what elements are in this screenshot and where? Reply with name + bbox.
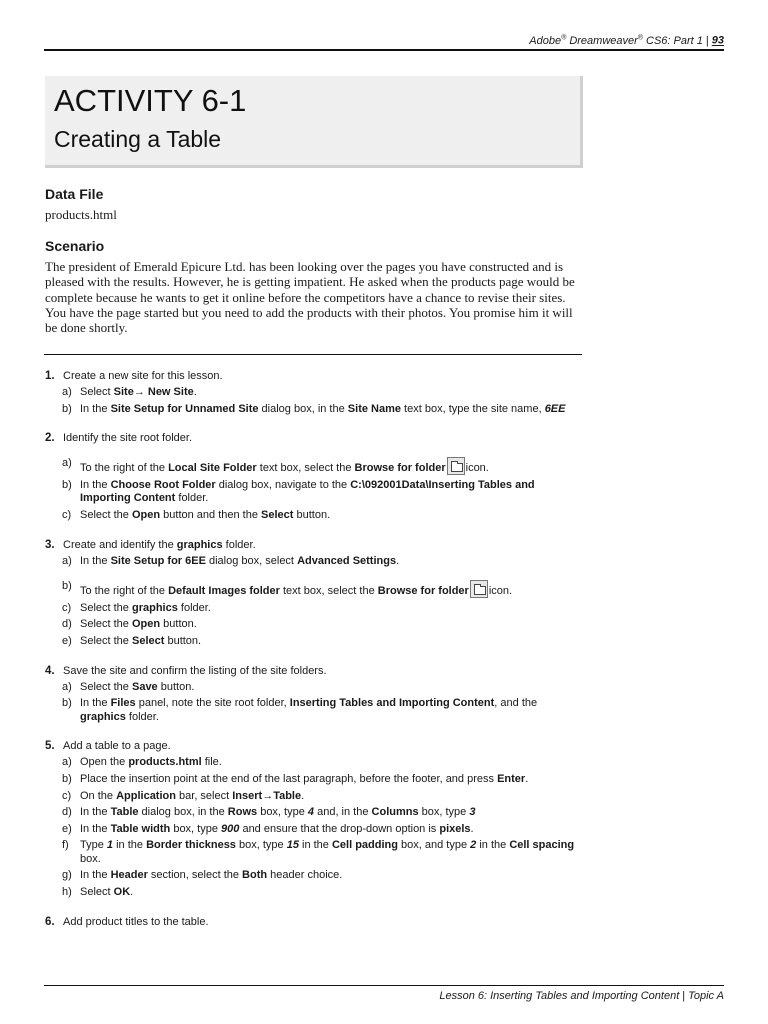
header-rule [44,49,724,51]
sub-step-label: b) [62,697,72,710]
ui-term: graphics [131,601,178,614]
ui-term: Site Setup for 6EE [110,554,206,567]
running-footer [44,990,724,1002]
step-instruction [45,431,585,445]
sub-step-text: . [396,554,400,567]
typed-value: 900 [221,822,240,835]
sub-step-text: . [301,789,305,802]
activity-subtitle: Creating a Table [54,126,222,152]
step-text: Save the site and confirm the listing of the site folders. [63,664,327,677]
sub-step-label: f) [62,839,69,852]
step [45,739,585,899]
sub-step [45,509,585,523]
sub-step-text: Select [80,886,114,899]
ui-term: C:\092001Data\Inserting Tables and Importing Content [80,478,535,505]
step [45,915,585,929]
footer-separator: | [682,990,686,1002]
step-text: Identify the site root folder. [63,432,193,445]
sub-step-label: b) [62,478,72,491]
sub-step-text: Select [80,386,114,398]
ui-term: Open [131,508,161,521]
step-number: 3. [45,538,55,551]
folder-icon [447,457,465,475]
sub-step-text: folder. [177,601,211,614]
sub-step-text: To the right of the [80,462,169,475]
ui-term: Local Site Folder [168,462,257,475]
sub-step-text: button. [164,634,202,647]
sub-step-text: In the [80,478,111,491]
sub-step [45,635,585,649]
sub-step-text: in the [476,839,510,852]
step-number: 6. [45,915,55,928]
sub-step [45,479,585,506]
ui-term: Site Name [347,402,401,415]
ui-term: graphics [80,710,126,723]
sub-step-label: c) [62,508,72,521]
sub-step [45,823,585,837]
sub-step [45,580,585,599]
sub-step-label: a) [62,756,72,769]
step-text: Add a table to a page. [63,740,171,753]
sub-step-label: g) [62,869,72,882]
sub-step [45,386,585,400]
ui-term: Site→ New Site [113,386,194,398]
running-header [44,34,724,47]
sub-step-label: c) [62,789,72,802]
sub-step-text: Type [80,839,107,852]
step-text: Create a new site for this lesson. [63,370,223,382]
sub-step-text: In the [80,869,111,882]
sub-step-text: Select the [80,634,132,647]
sub-step [45,602,585,616]
ui-term: Default Images folder [168,585,280,598]
sub-step-text: On the [80,789,117,802]
sub-step-text: . [525,772,529,785]
step-number: 4. [45,664,55,677]
sub-step-text: Select the [80,601,132,614]
sub-step-text: and, in the [314,806,372,819]
ui-term: Inserting Tables and Importing Content [289,697,495,710]
sub-step-text: in the [298,839,332,852]
sub-step-label: d) [62,806,72,819]
ui-term: Files [110,697,136,710]
data-file-name: products.html [45,207,117,222]
step-instruction [45,369,585,383]
header-product: Adobe® Dreamweaver® CS6: Part 1 [529,34,703,47]
sub-step-text: bar, select [175,789,233,802]
sub-step [45,457,585,476]
sub-step-text: dialog box, select [205,554,298,567]
ui-term: Insert→Table [232,789,302,802]
footer-topic: Topic A [688,990,724,1002]
sub-step-text: icon. [465,462,489,475]
ui-term: Enter [497,772,526,785]
activity-banner [45,76,583,168]
step-instruction [45,538,585,552]
step-instruction [45,915,585,929]
step-number: 5. [45,740,55,753]
step-text: Add product titles to the table. [63,915,209,928]
step-number: 2. [45,432,55,445]
step-instruction [45,664,585,678]
data-file-heading: Data File [45,186,104,202]
header-separator: | [705,34,709,47]
sub-step-text: icon. [488,585,513,598]
ui-term: OK [113,886,131,899]
step-text: folder. [222,538,256,551]
sub-step-text: folder. [125,710,159,723]
typed-value: 2 [470,839,477,852]
sub-step-text: box, type [257,806,308,819]
sub-step-label: h) [62,886,72,899]
footer-lesson: Lesson 6: Inserting Tables and Importing Content [439,990,680,1002]
sub-step-text: box, type [235,839,287,852]
sub-step-label: d) [62,618,72,631]
sub-step-text: panel, note the site root folder, [135,697,290,710]
ui-term: Table [110,806,139,819]
sub-step-text: button. [160,618,197,631]
sub-step-text: file. [201,756,222,769]
sub-step [45,839,585,866]
sub-step-text: dialog box, in the [138,806,228,819]
sub-step [45,681,585,695]
sub-step-text: box, type [170,822,222,835]
ui-term: Choose Root Folder [110,478,216,491]
ui-term: Application [116,789,176,802]
sub-step-label: a) [62,386,72,398]
sub-step-text: box. [80,852,101,865]
ui-term: Cell spacing [509,839,575,852]
ui-term: Cell padding [331,839,398,852]
ui-term: Select [261,508,294,521]
ui-term: Border thickness [146,839,236,852]
sub-step-text: dialog box, navigate to the [215,478,351,491]
sub-step-text: To the right of the [80,585,169,598]
ui-term: Browse for folder [377,585,469,598]
sub-step-text: in the [113,839,147,852]
step [45,664,585,725]
footer-rule [44,985,724,986]
sub-step-label: a) [62,457,72,470]
ui-term: Browse for folder [354,462,446,475]
sub-step [45,790,585,804]
sub-step-text: section, select the [147,869,243,882]
sub-step-label: c) [62,601,72,614]
ui-term: products.html [128,756,202,769]
sub-step-text: text box, type the site name, [401,402,545,415]
sub-step-text: Select the [80,680,132,693]
typed-value: 4 [307,806,315,819]
ui-term: Site Setup for Unnamed Site [110,402,259,415]
typed-value: 3 [469,806,476,819]
sub-step [45,773,585,787]
sub-step-text: folder. [175,492,209,505]
sub-step-label: a) [62,554,72,567]
step [45,538,585,649]
sub-step-label: b) [62,402,72,415]
step [45,369,585,416]
sub-step [45,555,585,569]
section-rule [44,354,582,355]
sub-step [45,869,585,883]
ui-term: Rows [227,806,258,819]
sub-step-text: In the [80,697,111,710]
steps-list [45,369,585,929]
sub-step [45,806,585,820]
sub-step-text: , and the [494,697,538,710]
sub-step-text: Place the insertion point at the end of the last paragraph, before the footer, and press [80,772,498,785]
ui-term: Save [131,680,158,693]
scenario-heading: Scenario [45,238,105,254]
sub-step-text: and ensure that the drop-down option is [239,822,440,835]
ui-term: Select [131,634,165,647]
sub-step-text: . [130,886,134,899]
step-number: 1. [45,370,55,382]
ui-term: Open [131,618,161,631]
sub-step [45,886,585,900]
sub-step-text: dialog box, in the [258,402,348,415]
sub-step [45,697,585,724]
step-text-bold: graphics [176,538,223,551]
sub-step-text: button. [157,680,195,693]
step-text: Create and identify the [63,538,177,551]
sub-step-label: e) [62,634,72,647]
page-number: 93 [711,34,724,47]
sub-step-text: Select the [80,618,132,631]
scenario-text: The president of Emerald Epicure Ltd. has been looking over the pages you have constructed and is pleased with the results. However, he is getting impatient. He asked when the products page would be complete because he wants to get it online before the competitors have a chance to revise their sites. You have the page started but you need to add the products with their photos. You promise him it will be done shortly. [45,259,575,336]
sub-step [45,403,585,417]
sub-step-text: button. [293,508,331,521]
sub-step-text: box, and type [397,839,471,852]
sub-step-text: . [470,822,474,835]
sub-step-text: . [193,386,197,398]
sub-step-text: text box, select the [279,585,378,598]
sub-step-label: b) [62,580,72,593]
ui-term: Advanced Settings [297,554,397,567]
typed-value: 15 [286,839,299,852]
sub-step-label: b) [62,772,72,785]
ui-term: pixels [439,822,471,835]
step-instruction [45,739,585,753]
typed-value: 6EE [544,402,566,415]
step [45,431,585,522]
ui-term: Columns [371,806,419,819]
activity-title: ACTIVITY 6-1 [54,83,247,118]
sub-step-label: e) [62,822,72,835]
sub-step-text: text box, select the [256,462,355,475]
sub-step-text: button and then the [160,508,262,521]
sub-step-label: a) [62,680,72,693]
ui-term: Both [242,869,268,882]
sub-step-text: In the [80,554,111,567]
sub-step-text: header choice. [267,869,343,882]
sub-step-text: In the [80,402,111,415]
ui-term: Header [110,869,148,882]
sub-step-text: In the [80,806,111,819]
sub-step-text: box, type [418,806,470,819]
folder-icon [470,580,488,598]
ui-term: Table width [110,822,171,835]
sub-step-text: Open the [80,756,129,769]
typed-value: 1 [106,839,114,852]
sub-step [45,756,585,770]
sub-step-text: Select the [80,508,132,521]
sub-step-text: In the [80,822,111,835]
sub-step [45,618,585,632]
